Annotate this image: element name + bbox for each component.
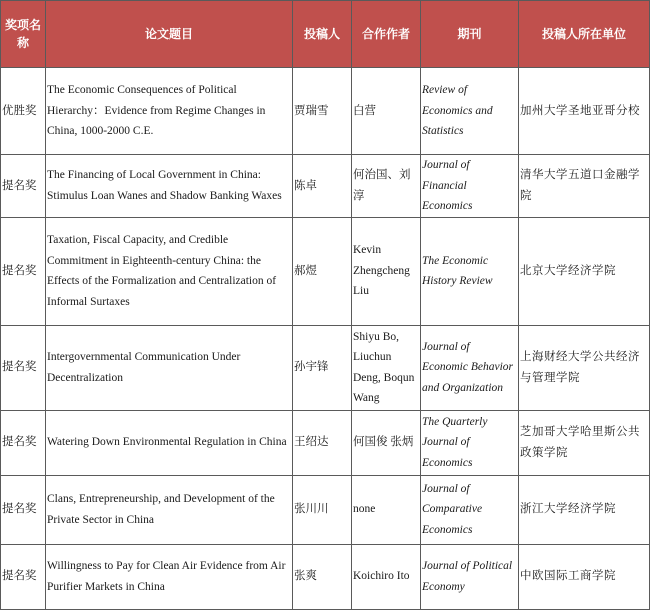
institution-cell: 芝加哥大学哈里斯公共政策学院 bbox=[519, 410, 650, 475]
submitter-cell: 孙宇锋 bbox=[293, 325, 352, 410]
title-cell: The Economic Consequences of Political Hierarchy：Evidence from Regime Changes in China, 1000-2000 C.E. bbox=[46, 68, 293, 155]
journal-cell: The Quarterly Journal of Economics bbox=[421, 410, 519, 475]
title-cell: The Financing of Local Government in China: Stimulus Loan Wanes and Shadow Banking Waxes bbox=[46, 155, 293, 218]
submitter-cell: 陈卓 bbox=[293, 155, 352, 218]
coauthors-cell: 白营 bbox=[352, 68, 421, 155]
coauthors-cell: Koichiro Ito bbox=[352, 544, 421, 609]
header-row bbox=[1, 1, 650, 68]
award-cell: 提名奖 bbox=[1, 155, 46, 218]
institution-cell: 清华大学五道口金融学院 bbox=[519, 155, 650, 218]
institution-cell: 加州大学圣地亚哥分校 bbox=[519, 68, 650, 155]
submitter-cell: 张爽 bbox=[293, 544, 352, 609]
title-cell: Clans, Entrepreneurship, and Development of the Private Sector in China bbox=[46, 475, 293, 544]
submitter-cell: 王绍达 bbox=[293, 410, 352, 475]
award-cell: 优胜奖 bbox=[1, 68, 46, 155]
coauthors-cell: Shiyu Bo, Liuchun Deng, Boqun Wang bbox=[352, 325, 421, 410]
award-cell: 提名奖 bbox=[1, 544, 46, 609]
submitter-cell: 贾瑞雪 bbox=[293, 68, 352, 155]
award-cell: 提名奖 bbox=[1, 410, 46, 475]
header-institution: 投稿人所在单位 bbox=[519, 1, 650, 68]
title-cell: Taxation, Fiscal Capacity, and Credible Commitment in Eighteenth-century China: the Effects of the Formalization and Centralization of Informal Surtaxes bbox=[46, 217, 293, 325]
submitter-cell: 郝煜 bbox=[293, 217, 352, 325]
journal-cell: Journal of Financial Economics bbox=[421, 155, 519, 218]
table-row bbox=[1, 155, 650, 218]
header-award: 奖项名称 bbox=[1, 1, 46, 68]
institution-cell: 北京大学经济学院 bbox=[519, 217, 650, 325]
table-row bbox=[1, 475, 650, 544]
table-row bbox=[1, 544, 650, 609]
title-cell: Watering Down Environmental Regulation in China bbox=[46, 410, 293, 475]
institution-cell: 中欧国际工商学院 bbox=[519, 544, 650, 609]
award-cell: 提名奖 bbox=[1, 475, 46, 544]
header-journal: 期刊 bbox=[421, 1, 519, 68]
award-cell: 提名奖 bbox=[1, 217, 46, 325]
title-cell: Willingness to Pay for Clean Air Evidence from Air Purifier Markets in China bbox=[46, 544, 293, 609]
table-row bbox=[1, 325, 650, 410]
title-cell: Intergovernmental Communication Under Decentralization bbox=[46, 325, 293, 410]
journal-cell: Journal of Economic Behavior and Organization bbox=[421, 325, 519, 410]
journal-cell: The Economic History Review bbox=[421, 217, 519, 325]
institution-cell: 浙江大学经济学院 bbox=[519, 475, 650, 544]
header-coauthors: 合作作者 bbox=[352, 1, 421, 68]
table-row bbox=[1, 217, 650, 325]
table-row bbox=[1, 410, 650, 475]
journal-cell: Journal of Comparative Economics bbox=[421, 475, 519, 544]
header-title: 论文题目 bbox=[46, 1, 293, 68]
table-row bbox=[1, 68, 650, 155]
award-cell: 提名奖 bbox=[1, 325, 46, 410]
journal-cell: Review of Economics and Statistics bbox=[421, 68, 519, 155]
coauthors-cell: Kevin Zhengcheng Liu bbox=[352, 217, 421, 325]
journal-cell: Journal of Political Economy bbox=[421, 544, 519, 609]
header-submitter: 投稿人 bbox=[293, 1, 352, 68]
coauthors-cell: 何治国、刘淳 bbox=[352, 155, 421, 218]
coauthors-cell: none bbox=[352, 475, 421, 544]
submitter-cell: 张川川 bbox=[293, 475, 352, 544]
coauthors-cell: 何国俊 张炳 bbox=[352, 410, 421, 475]
institution-cell: 上海财经大学公共经济与管理学院 bbox=[519, 325, 650, 410]
